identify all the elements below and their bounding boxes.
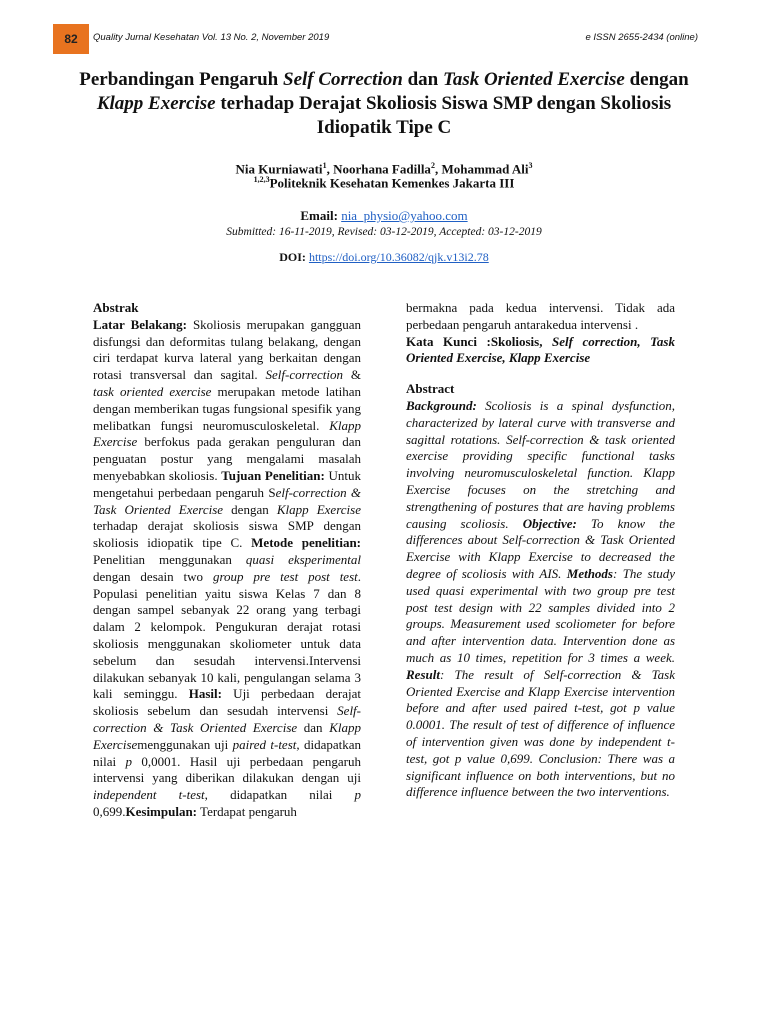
paper-title: Perbandingan Pengaruh Self Correction dan Task Oriented Exercise dengan Klapp Exercise terhadap Derajat Skoliosis Siswa SMP dengan Skoliosis Idiopatik Tipe C bbox=[79, 69, 689, 138]
author-list: Nia Kurniawati$^1$, Noorhana Fadilla$^2$, Mohammad Ali$^3$ bbox=[235, 161, 533, 177]
doi-line: DOI: https://doi.org/10.36082/qjk.v13i2.78 bbox=[279, 250, 489, 264]
page-header bbox=[53, 24, 698, 54]
abstrak-continuation: bermakna pada kedua intervensi. Tidak ada perbedaan pengaruh antarakedua intervensi . bbox=[406, 300, 675, 332]
abstrak-heading: Abstrak bbox=[93, 300, 139, 315]
abstract-body: Background: Scoliosis is a spinal dysfunction, characterized by lateral curve with transverse and sagittal rotations. Self-correction & task oriented exercise providing specific functional tasks involving neuromusculoskeletal function. Klapp Exercise focuses on the stretching and strengthening of postures that are having problems causing scoliosis. Objective: To know the differences about Self-correction & Task Oriented Exercise with Klapp Exercise to decreased the degree of scoliosis with AIS. Methods: The study used quasi experimental with two group pre test post test design with 22 samples divided into 2 groups. Measurement used scoliometer for before and after intervention data. Intervention done as much as 10 times, repetition for 3 times a week. Result: The result of Self-correction & Task Oriented Exercise and Klapp Exercise intervention before and after used paired t-test, got p value 0.0001. The result of test of difference of influence of intervention given was done by independent t-test, got p value 0,699. Conclusion: There was a significant influence on both interventions, but no difference influence between the two interventions. bbox=[406, 397, 675, 800]
affiliation: $^{1,2,3}$Politeknik Kesehatan Kemenkes Jakarta III bbox=[253, 175, 515, 191]
journal-citation: Quality Jurnal Kesehatan Vol. 13 No. 2, November 2019 bbox=[93, 32, 330, 43]
doi-link[interactable]: https://doi.org/10.36082/qjk.v13i2.78 bbox=[308, 250, 489, 264]
abstract-column bbox=[406, 300, 675, 801]
submission-dates: Submitted: 16-11-2019, Revised: 03-12-2019, Accepted: 03-12-2019 bbox=[226, 226, 542, 238]
email-link[interactable]: nia_physio@yahoo.com bbox=[341, 208, 468, 223]
issn-label: e ISSN 2655-2434 (online) bbox=[585, 32, 698, 43]
abstrak-body: Latar Belakang: Skoliosis merupakan gangguan disfungsi dan deformitas tulang belakang, dengan ciri terdapat kurva lateral yang berkaitan dengan rotasi transversal dan sagital. Self-correction & task oriented exercise merupakan metode latihan dengan memberikan tugas fungsional spesifik yang melibatkan fungsi neuromusculoskeletal. Klapp Exercise berfokus pada gerakan penguluran dan penguatan postur yang mengalami masalah menyebabkan skoliosis. Tujuan Penelitian: Untuk mengetahui perbedaan pengaruh Self-correction & Task Oriented Exercise dengan Klapp Exercise terhadap derajat skoliosis siswa SMP dengan skoliosis idiopatik tipe C. Metode penelitian: Penelitian menggunakan quasi eksperimental dengan desain two group pre test post test. Populasi penelitian yaitu siswa Kelas 7 dan 8 dengan sampel sebanyak 22 orang yang terbagi dalam 2 kelompok. Pengukuran derajat rotasi skoliosis menggunakan skoliometer untuk data sebelum dan sesudah intervensi.Intervensi dilakukan sebanyak 10 kali, pengulangan selama 3 kali seminggu. Hasil: Uji perbedaan derajat skoliosis sebelum dan sesudah intervensi Self-correction & Task Oriented Exercise dan Klapp Exercisemenggunakan uji paired t-test, didapatkan nilai p 0,0001. Hasil uji perbedaan pengaruh intervensi yang diberikan dilakukan dengan uji independent t-test, didapatkan nilai p 0,699.Kesimpulan: Terdapat pengaruh bbox=[93, 316, 362, 819]
page-number-badge: 82 bbox=[53, 24, 89, 54]
abstract-heading: Abstract bbox=[406, 381, 455, 397]
author-email: Email: nia_physio@yahoo.com bbox=[300, 208, 468, 223]
abstrak-column bbox=[93, 300, 361, 821]
keywords: Kata Kunci :Skoliosis, Self correction, Task Oriented Exercise, Klapp Exercise bbox=[406, 333, 675, 366]
